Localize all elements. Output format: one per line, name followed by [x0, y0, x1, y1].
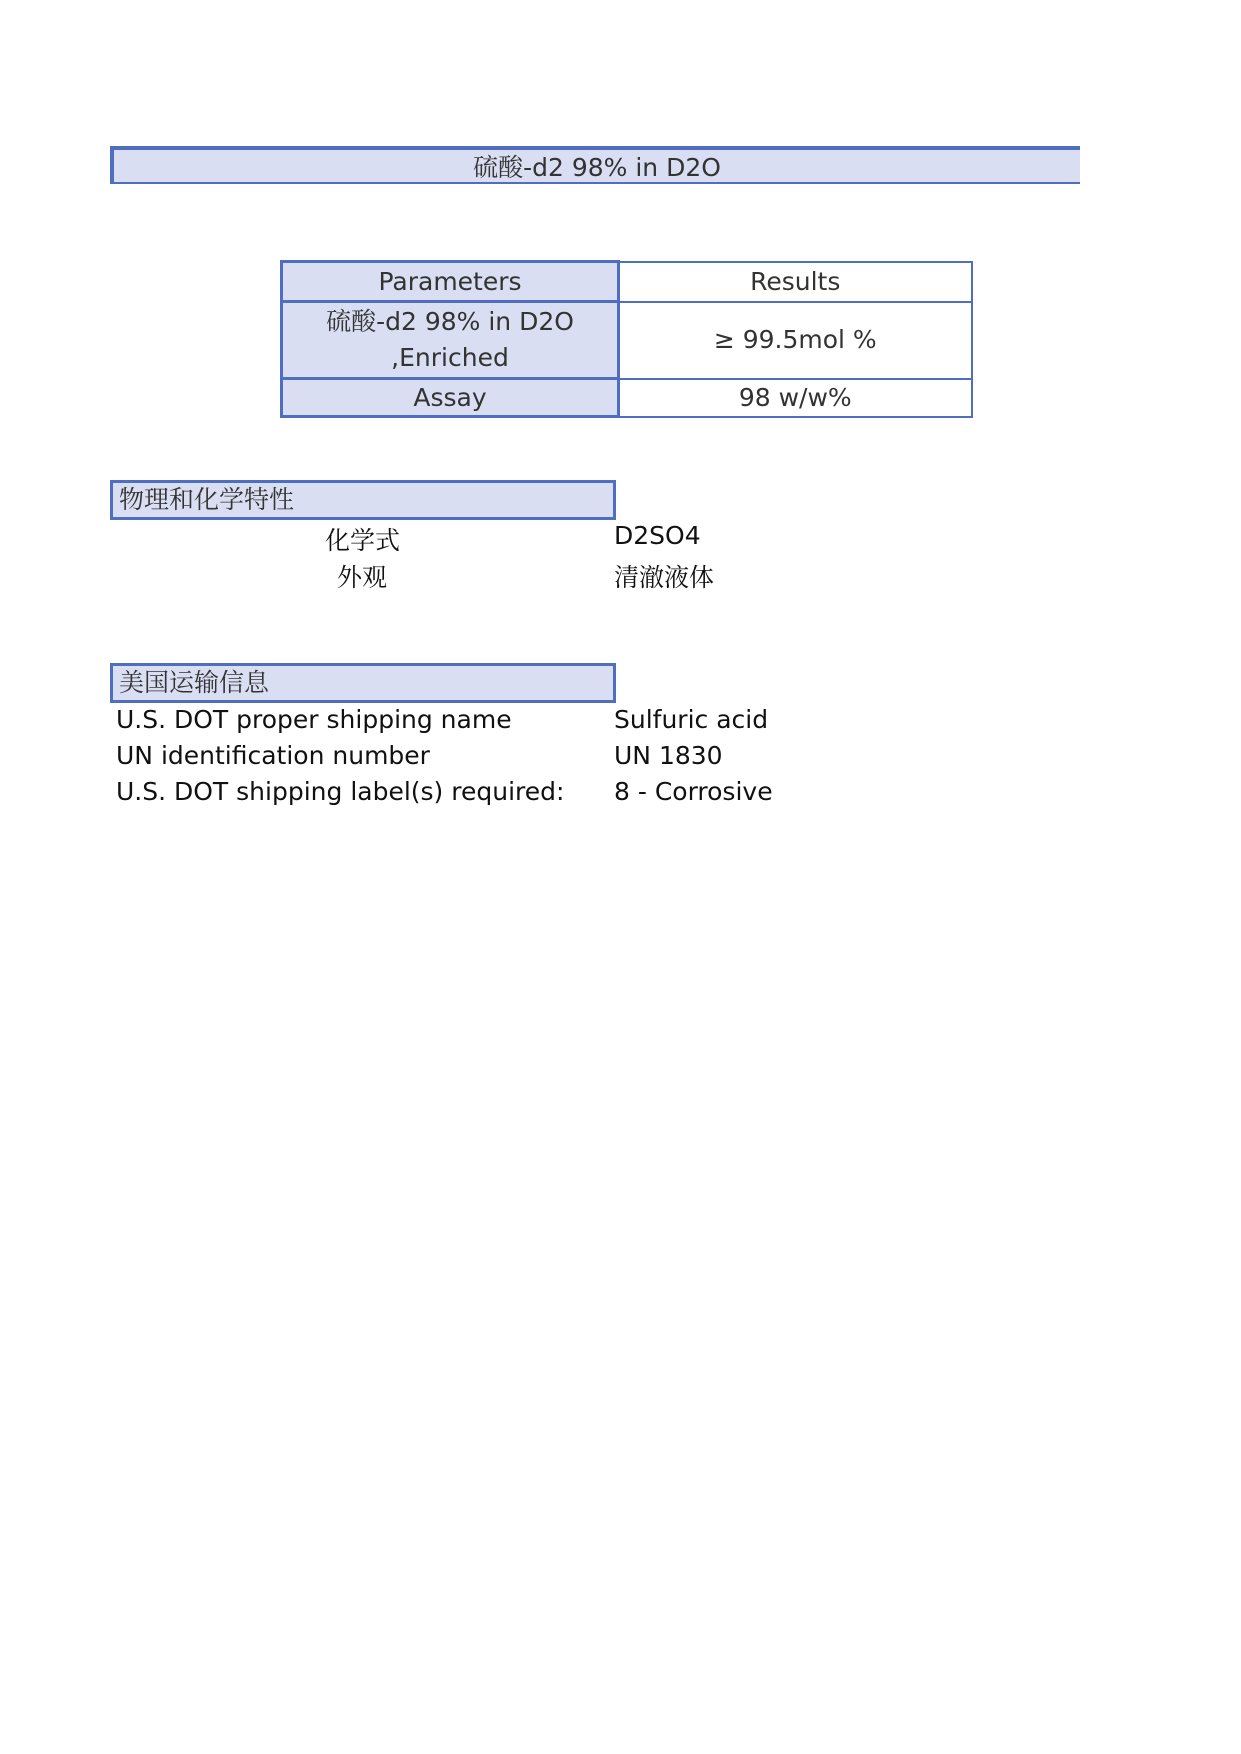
parameter-cell: Assay [282, 379, 619, 417]
parameters-header: Parameters [282, 262, 619, 302]
parameter-line-2: ,Enriched [391, 343, 509, 372]
parameter-cell [282, 302, 619, 379]
physchem-heading: 物理和化学特性 [110, 480, 616, 520]
transport-label: U.S. DOT shipping label(s) required: [116, 777, 565, 806]
physchem-value: D2SO4 [614, 521, 701, 550]
result-cell: 98 w/w% [619, 379, 972, 417]
parameter-line-1: 硫酸-d2 98% in D2O [326, 307, 574, 336]
table-row [282, 379, 972, 417]
document-title: 硫酸-d2 98% in D2O [110, 146, 1080, 184]
results-header: Results [619, 262, 972, 302]
physchem-label: 外观 [337, 563, 388, 592]
table-header-row [282, 262, 972, 302]
physchem-label: 化学式 [325, 526, 401, 555]
transport-label: UN identification number [116, 741, 430, 770]
result-cell: ≥ 99.5mol % [619, 302, 972, 379]
transport-value: UN 1830 [614, 741, 723, 770]
physchem-value: 清澈液体 [614, 563, 715, 592]
table-row [282, 302, 972, 379]
transport-value: 8 - Corrosive [614, 777, 773, 806]
transport-heading: 美国运输信息 [110, 663, 616, 703]
parameters-table [280, 260, 973, 418]
transport-value: Sulfuric acid [614, 705, 769, 734]
transport-label: U.S. DOT proper shipping name [116, 705, 512, 734]
